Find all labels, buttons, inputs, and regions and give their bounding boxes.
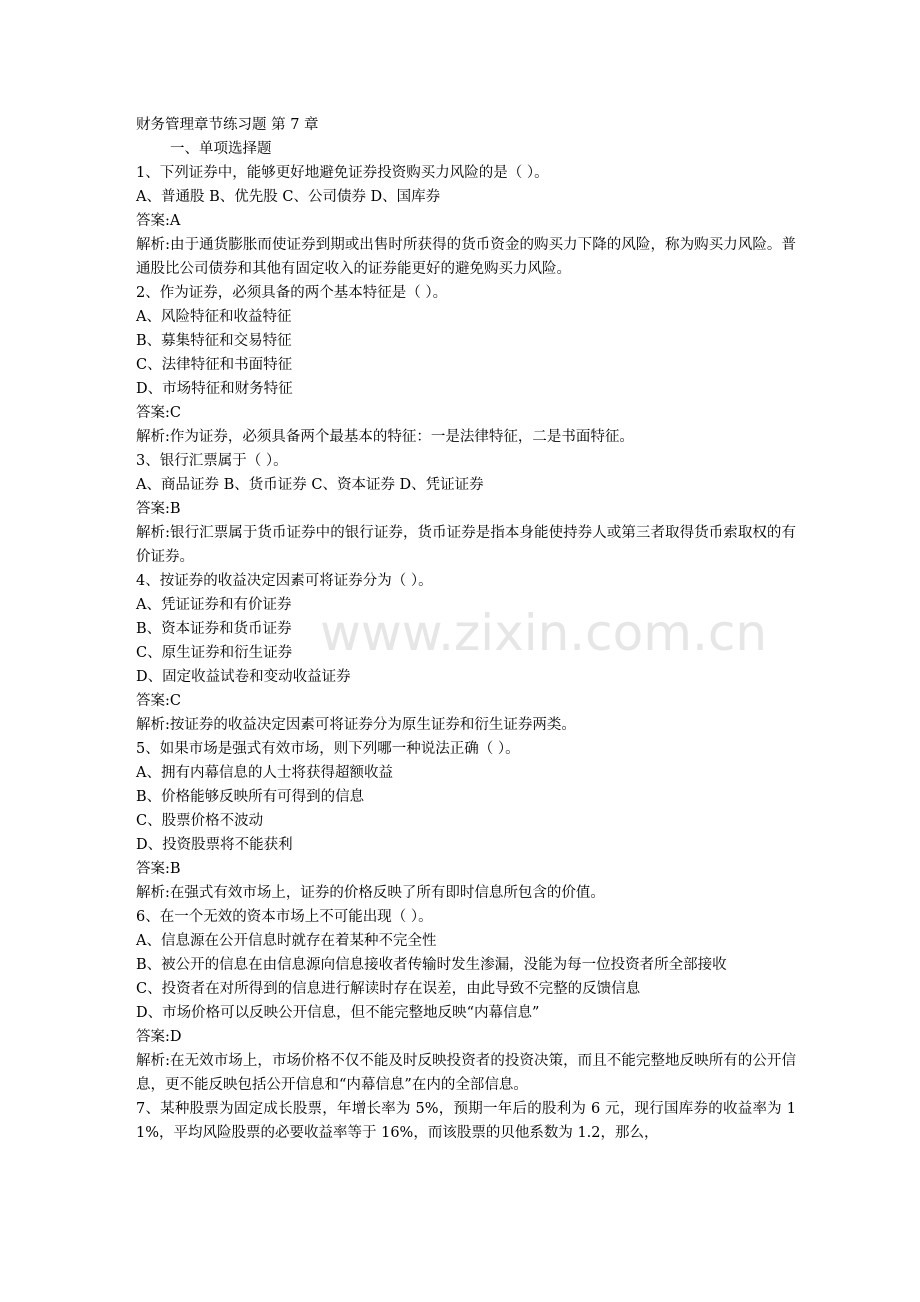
question-5-option-c: C、股票价格不波动 — [136, 813, 264, 829]
question-6-option-d: D、市场价格可以反映公开信息，但不能完整地反映“内幕信息” — [136, 1005, 540, 1021]
question-2-option-c: C、法律特征和书面特征 — [136, 357, 293, 373]
question-4-option-d: D、固定收益试卷和变动收益证券 — [136, 669, 351, 685]
question-4-option-c: C、原生证券和衍生证券 — [136, 645, 293, 661]
question-1: 1、下列证券中，能够更好地避免证券投资购买力风险的是（ ）。 — [136, 165, 549, 181]
question-3-options: A、商品证券 B、货币证券 C、资本证券 D、凭证证券 — [136, 477, 484, 493]
document-title: 财务管理章节练习题 第 7 章 — [136, 117, 319, 133]
question-6: 6、在一个无效的资本市场上不可能出现（ ）。 — [136, 909, 433, 925]
document-body — [136, 113, 796, 1145]
question-2-option-b: B、募集特征和交易特征 — [136, 333, 292, 349]
question-6-option-b: B、被公开的信息在由信息源向信息接收者传输时发生渗漏，没能为每一位投资者所全部接收 — [136, 957, 727, 973]
question-4-option-b: B、资本证券和货币证券 — [136, 621, 292, 637]
question-5-option-a: A、拥有内幕信息的人士将获得超额收益 — [136, 765, 393, 781]
question-2-analysis: 解析:作为证券，必须具备两个最基本的特征：一是法律特征，二是书面特征。 — [136, 429, 634, 445]
question-7: 7、某种股票为固定成长股票，年增长率为 5%，预期一年后的股利为 6 元，现行国库券的收益率为 11%，平均风险股票的必要收益率等于 16%，而该股票的贝他系数为 1.2，那么， — [136, 1101, 796, 1141]
question-5-answer: 答案:B — [136, 861, 181, 877]
question-5-option-b: B、价格能够反映所有可得到的信息 — [136, 789, 365, 805]
question-2-option-a: A、风险特征和收益特征 — [136, 309, 292, 325]
question-5-analysis: 解析:在强式有效市场上，证券的价格反映了所有即时信息所包含的价值。 — [136, 885, 605, 901]
question-1-answer: 答案:A — [136, 213, 181, 229]
question-6-answer: 答案:D — [136, 1029, 182, 1045]
question-3-analysis: 解析:银行汇票属于货币证券中的银行证券，货币证券是指本身能使持券人或第三者取得货币索取权的有价证券。 — [136, 525, 796, 565]
question-1-analysis: 解析:由于通货膨胀而使证券到期或出售时所获得的货币资金的购买力下降的风险，称为购买力风险。普通股比公司债券和其他有固定收入的证券能更好的避免购买力风险。 — [136, 237, 796, 277]
question-5: 5、如果市场是强式有效市场，则下列哪一种说法正确（ ）。 — [136, 741, 520, 757]
question-4: 4、按证券的收益决定因素可将证券分为（ ）。 — [136, 573, 433, 589]
question-2-option-d: D、市场特征和财务特征 — [136, 381, 293, 397]
question-2: 2、作为证券，必须具备的两个基本特征是（ ）。 — [136, 285, 448, 301]
question-4-answer: 答案:C — [136, 693, 181, 709]
question-3: 3、银行汇票属于（ ）。 — [136, 453, 288, 469]
question-5-option-d: D、投资股票将不能获利 — [136, 837, 293, 853]
section-heading: 一、单项选择题 — [170, 141, 272, 157]
question-4-analysis: 解析:按证券的收益决定因素可将证券分为原生证券和衍生证券两类。 — [136, 717, 576, 733]
question-6-analysis: 解析:在无效市场上，市场价格不仅不能及时反映投资者的投资决策，而且不能完整地反映所有的公开信息，更不能反映包括公开信息和“内幕信息”在内的全部信息。 — [136, 1053, 796, 1093]
question-2-answer: 答案:C — [136, 405, 181, 421]
watermark: www.zixin.com.cn — [320, 604, 768, 662]
question-4-option-a: A、凭证证券和有价证券 — [136, 597, 292, 613]
question-6-option-a: A、信息源在公开信息时就存在着某种不完全性 — [136, 933, 437, 949]
question-3-answer: 答案:B — [136, 501, 181, 517]
question-1-options: A、普通股 B、优先股 C、公司债券 D、国库券 — [136, 189, 441, 205]
question-6-option-c: C、投资者在对所得到的信息进行解读时存在误差，由此导致不完整的反馈信息 — [136, 981, 641, 997]
